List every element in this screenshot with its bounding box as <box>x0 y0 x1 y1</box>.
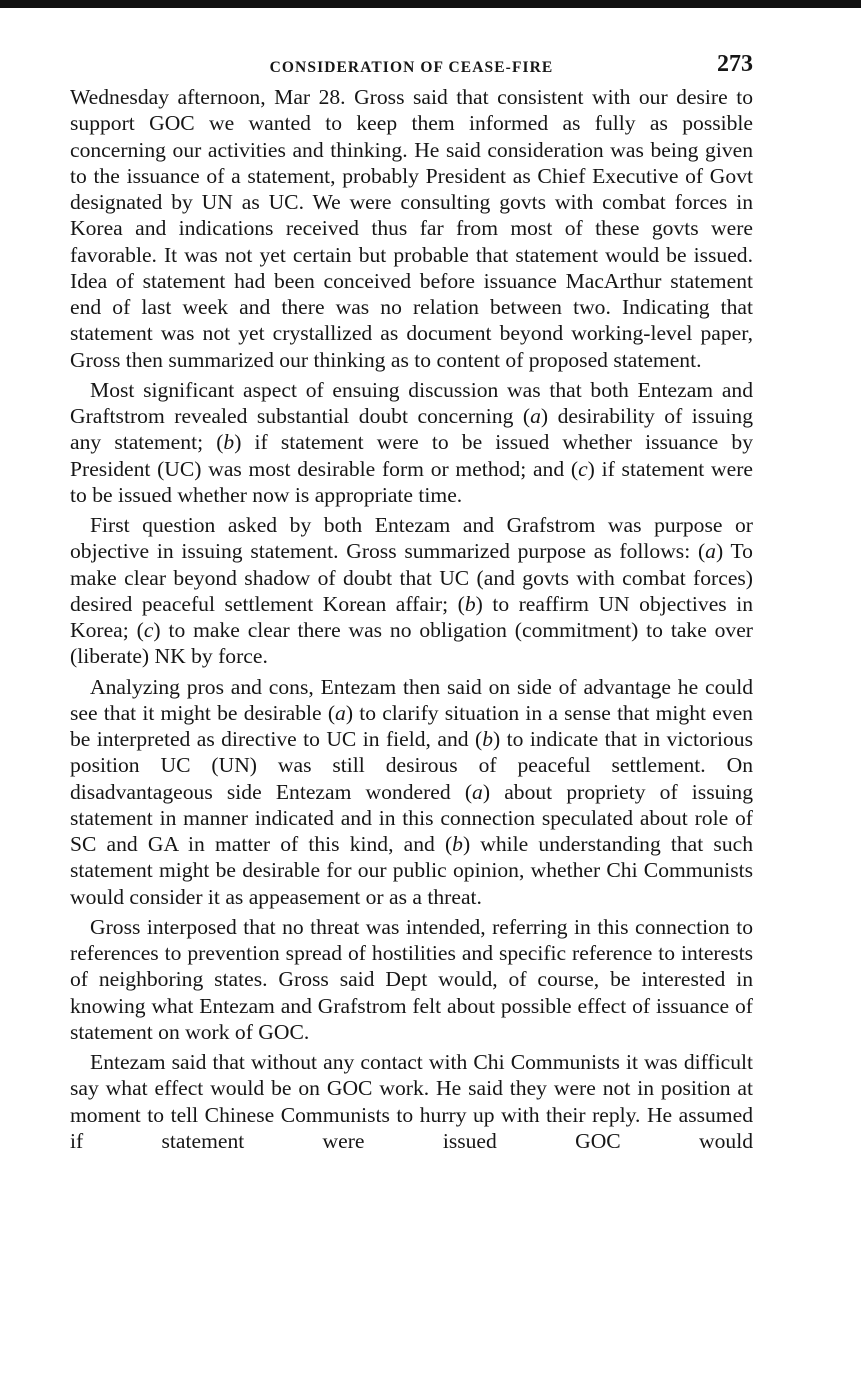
enumerator-letter: b <box>223 430 235 455</box>
top-border-rule <box>0 0 861 8</box>
enumerator-letter: a <box>472 779 483 804</box>
paragraph-3: First question asked by both Entezam and Grafstrom was purpose or objective in issuing statement. Gross summarized purpose as follows: (a) To make clear beyond shadow of doubt that UC (and govts with combat forces) desired peaceful settlement Korean affair; (b) to reaffirm UN objectives in Korea; (c) to make clear there was no obligation (commitment) to take over (liberate) NK by force. <box>70 513 753 669</box>
paragraph-5: Gross interposed that no threat was intended, referring in this connection to references to prevention spread of hostilities and specific reference to interests of neighboring states. Gross said Dept would, of course, be interested in knowing what Entezam and Grafstrom felt about possible effect of issuance of statement on work of GOC. <box>70 914 753 1044</box>
paragraph-4: Analyzing pros and cons, Entezam then said on side of advantage he could see that it might be desirable (a) to clarify situation in a sense that might even be interpreted as directive to UC in field, and (b) to indicate that in victorious position UC (UN) was still desirous of peaceful settlement. On disadvantageous side Entezam wondered (a) about propriety of issuing statement in manner indicated and in this connection speculated about role of SC and GA in matter of this kind, and (b) while understanding that such statement might be desirable for our public opinion, whether Chi Communists would consider it as appeasement or as a threat. <box>70 674 754 909</box>
enumerator-letter: a <box>335 700 346 725</box>
paragraph-2: Most significant aspect of ensuing discussion was that both Entezam and Graftstrom revealed substantial doubt concerning (a) desirability of issuing any statement; (b) if statement were to be issued whether issuance by President (UC) was most desirable form or method; and (c) if statement were to be issued whether now is appropriate time. <box>70 377 754 507</box>
document-page <box>70 50 753 1158</box>
enumerator-letter: c <box>143 618 154 642</box>
enumerator-letter: a <box>530 404 541 428</box>
paragraph-6: Entezam said that without any contact with Chi Communists it was difficult say what effect would be on GOC work. He said they were not in position at moment to tell Chinese Communists to hurry up with their reply. He assumed if statement were issued GOC would <box>70 1050 753 1153</box>
enumerator-letter: b <box>452 832 463 856</box>
running-head <box>70 50 753 84</box>
enumerator-letter: b <box>482 727 493 751</box>
body-text <box>70 84 753 1154</box>
enumerator-letter: a <box>705 539 716 564</box>
enumerator-letter: b <box>464 591 476 616</box>
paragraph-1: Wednesday afternoon, Mar 28. Gross said that consistent with our desire to support GOC we wanted to keep them informed as fully as possible concerning our activities and thinking. He said consideration was being given to the issuance of a statement, probably President as Chief Executive of Govt designated by UN as UC. We were consulting govts with combat forces in Korea and indications received thus far from most of these govts were favorable. It was not yet certain but probable that statement would be issued. Idea of statement had been conceived before issuance MacArthur statement end of last week and there was no relation between two. Indicating that statement was not yet crystallized as document beyond working-level paper, Gross then summarized our thinking as to content of proposed statement. <box>70 85 753 372</box>
enumerator-letter: c <box>578 456 588 481</box>
page-number: 273 <box>717 51 753 77</box>
running-title: CONSIDERATION OF CEASE-FIRE <box>269 59 554 76</box>
